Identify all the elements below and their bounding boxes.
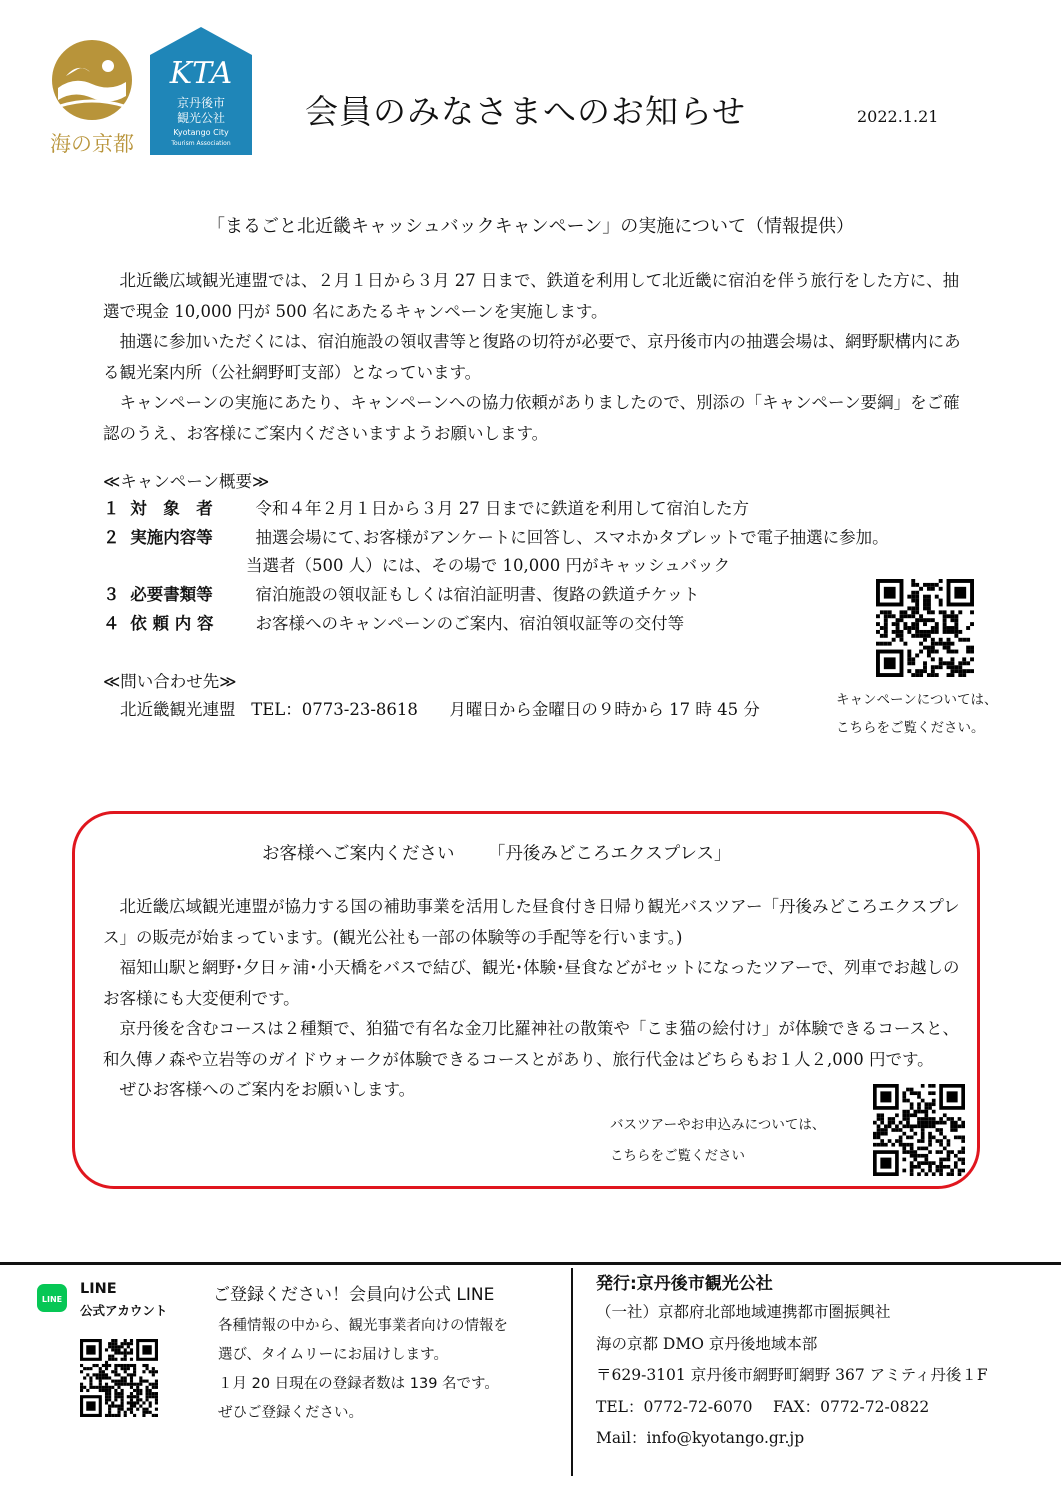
tour-qr-code[interactable]: [873, 1084, 965, 1176]
overview-item-label: 対 象 者: [130, 499, 213, 518]
publisher-branch: 海の京都 DMO 京丹後地域本部: [596, 1334, 818, 1353]
tour-heading: [262, 840, 732, 865]
line-logo-icon: [37, 1284, 67, 1312]
kta-line2: 観光公社: [176, 111, 226, 125]
publisher-phone-fax[interactable]: TEL：0772-72-6070 FAX：0772-72-0822: [596, 1397, 930, 1416]
publisher-title: 発行:京丹後市観光公社: [596, 1274, 773, 1294]
tour-heading-left: お客様へご案内ください: [262, 844, 455, 864]
intro-paragraph-1: 北近畿広域観光連盟では、２月１日から３月 27 日まで、鉄道を利用して北近畿に宿泊を伴う旅行をした方に、抽選で現金 10,000 円が 500 名にあたるキャンペーンを実施します。: [103, 271, 960, 321]
publisher-email[interactable]: Mail：info@kyotango.gr.jp: [596, 1429, 805, 1447]
line-official-account-label: 公式アカウント: [80, 1303, 168, 1318]
overview-item-label: 依 頼 内 容: [130, 614, 214, 633]
line-body-line: 選び、タイムリーにお届けします。: [218, 1347, 448, 1363]
line-qr-code[interactable]: [80, 1339, 158, 1417]
overview-item-num: ２: [103, 528, 120, 547]
overview-item-3: [103, 580, 700, 609]
kta-line4: Tourism Association: [171, 140, 231, 147]
line-body-line: 各種情報の中から、観光事業者向けの情報を: [218, 1318, 508, 1334]
notice-heading: 「まるごと北近畿キャッシュバックキャンペーン」の実施について（情報提供）: [207, 216, 854, 237]
tour-body: [103, 892, 963, 1106]
tour-paragraph-1: 北近畿広域観光連盟が協力する国の補助事業を活用した昼食付き日帰り観光バスツアー「丹後みどころエクスプレス」の販売が始まっています。(観光公社も一部の体験等の手配等を行います。): [103, 897, 960, 947]
line-label: LINE: [80, 1281, 117, 1297]
publisher-address: 〒629-3101 京丹後市網野町網野 367 アミティ丹後１F: [596, 1366, 988, 1384]
line-body-line: １月 20 日現在の登録者数は 139 名です。: [218, 1376, 499, 1392]
umi-no-kyoto-logo: [44, 36, 140, 158]
overview-item-num: １: [103, 499, 120, 518]
kta-line3: Kyotango City: [173, 128, 229, 137]
footer-divider: [0, 1262, 1061, 1265]
overview-item-value: お客様へのキャンペーンのご案内、宿泊領収証等の交付等: [255, 614, 685, 633]
overview-item-4: [103, 609, 684, 638]
tour-qr-caption-line2: こちらをご覧ください: [610, 1148, 745, 1164]
intro-text: [103, 266, 963, 449]
tour-heading-right: 「丹後みどころエクスプレス」: [487, 844, 732, 864]
overview-item-value: 令和４年２月１日から３月 27 日までに鉄道を利用して宿泊した方: [255, 499, 749, 518]
intro-paragraph-3: キャンペーンの実施にあたり、キャンペーンへの協力依頼がありましたので、別添の「キャンペーン要綱」をご確認のうえ、お客様にご案内くださいますようお願いします。: [103, 393, 960, 443]
campaign-qr-code[interactable]: [876, 579, 974, 677]
overview-item-1: [103, 494, 749, 523]
overview-item-num: ３: [103, 585, 120, 604]
overview-item-2: [103, 523, 889, 552]
overview-item-value: 宿泊施設の領収証もしくは宿泊証明書、復路の鉄道チケット: [255, 585, 700, 604]
footer-column-divider: [571, 1268, 573, 1476]
publisher-org: （一社）京都府北部地域連携都市圏振興社: [596, 1303, 891, 1321]
campaign-qr-caption-line1: キャンペーンについては、: [836, 692, 998, 708]
contact-hours: 月曜日から金曜日の９時から 17 時 45 分: [449, 700, 760, 719]
contact-line: [120, 696, 760, 720]
line-register-title: ご登録ください！会員向け公式 LINE: [213, 1285, 495, 1305]
contact-heading: ≪問い合わせ先≫: [103, 672, 237, 691]
intro-paragraph-2: 抽選に参加いただくには、宿泊施設の領収書等と復路の切符が必要で、京丹後市内の抽選会場は、網野駅構内にある観光案内所（公社網野町支部）となっています。: [103, 332, 961, 382]
tour-paragraph-3: 京丹後を含むコースは２種類で、狛猫で有名な金刀比羅神社の散策や「こま猫の絵付け」が体験できるコースと、和久傳ノ森や立岩等のガイドウォークが体験できるコースとがあり、旅行代金はどちらもお１人２,000 円です。: [103, 1019, 960, 1069]
kta-line1: 京丹後市: [176, 96, 226, 110]
contact-tel[interactable]: TEL：0773-23-8618: [251, 700, 418, 719]
tour-qr-caption: [610, 1110, 825, 1172]
page-title: 会員のみなさまへのお知らせ: [305, 92, 747, 131]
line-register-body: [218, 1312, 508, 1428]
campaign-qr-caption: [836, 686, 1026, 742]
tour-qr-caption-line1: バスツアーやお申込みについては、: [610, 1117, 826, 1133]
overview-heading: ≪キャンペーン概要≫: [103, 472, 270, 491]
kta-logo: [150, 27, 252, 155]
contact-org: 北近畿観光連盟: [120, 700, 236, 719]
tour-paragraph-2: 福知山駅と網野･夕日ヶ浦･小天橋をバスで結び、観光･体験･昼食などがセットになったツアーで、列車でお越しのお客様にも大変便利です。: [103, 958, 960, 1008]
kta-mark: KTA: [169, 56, 233, 91]
overview-item-label: 必要書類等: [130, 585, 213, 604]
line-body-line: ぜひご登録ください。: [218, 1405, 363, 1421]
line-badge-text: LINE: [41, 1295, 63, 1304]
campaign-qr-caption-line2: こちらをご覧ください。: [836, 720, 985, 736]
tour-paragraph-4: ぜひお客様へのご案内をお願いします。: [119, 1080, 416, 1099]
umi-logo-text: 海の京都: [50, 132, 134, 156]
overview-item-2-continuation: 当選者（500 人）には、その場で 10,000 円がキャッシュバック: [246, 556, 731, 575]
page-date: 2022.1.21: [857, 107, 939, 126]
overview-item-value: 抽選会場にて､お客様がアンケートに回答し、スマホかタブレットで電子抽選に参加。: [255, 528, 889, 547]
overview-item-num: ４: [103, 614, 120, 633]
publisher-info: [596, 1297, 988, 1455]
overview-item-label: 実施内容等: [130, 528, 213, 547]
